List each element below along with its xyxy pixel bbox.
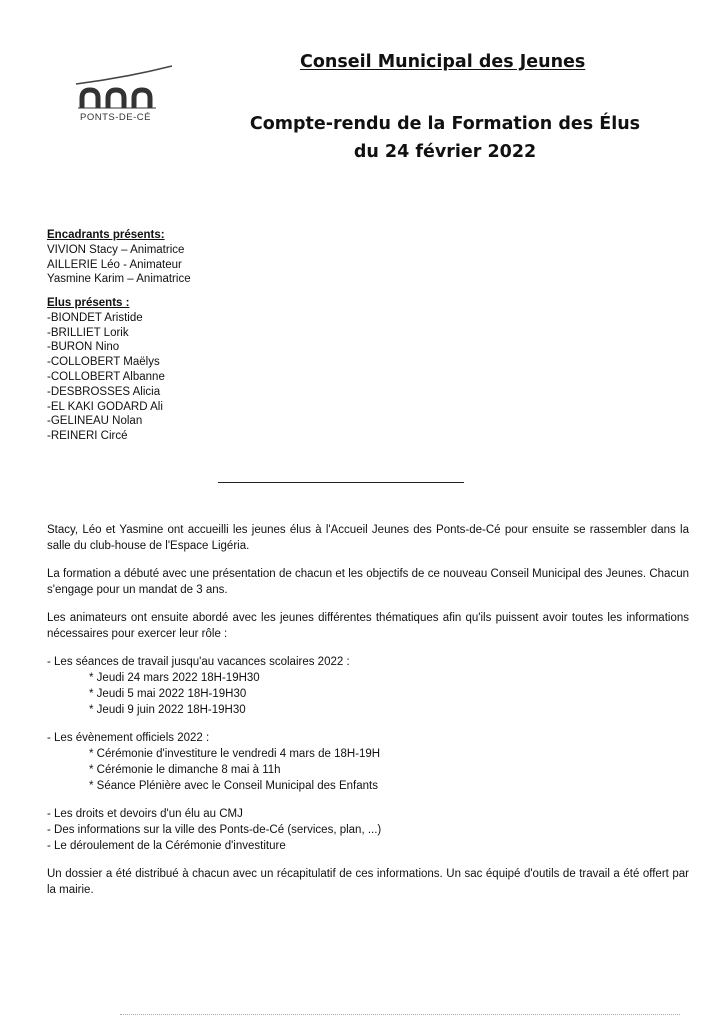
ponts-de-ce-logo-icon xyxy=(74,62,184,112)
list-item: -COLLOBERT Maëlys xyxy=(47,356,160,369)
city-logo xyxy=(74,62,184,128)
paragraph-formation: La formation a débuté avec une présentation de chacun et les objectifs de ce nouveau Conseil Municipal des Jeunes. Chacun s'engage pour un mandat de 3 ans. xyxy=(47,568,689,596)
separator-line xyxy=(218,482,464,483)
paragraph-intro: Stacy, Léo et Yasmine ont accueilli les jeunes élus à l'Accueil Jeunes des Ponts-de-Cé pour ensuite se rassembler dans la salle du club-house de l'Espace Ligéria. xyxy=(47,524,689,552)
report-title-line2: du 24 février 2022 xyxy=(353,142,537,162)
list-item: -EL KAKI GODARD Ali xyxy=(47,400,163,413)
list-item: * Cérémonie d'investiture le vendredi 4 mars de 18H-19H xyxy=(89,748,381,760)
events-title: - Les évènement officiels 2022 : xyxy=(47,732,210,744)
list-item: - Des informations sur la ville des Ponts-de-Cé (services, plan, ...) xyxy=(47,824,382,836)
list-item: Yasmine Karim – Animatrice xyxy=(47,273,191,286)
elus-section xyxy=(47,296,165,444)
report-title-line1: Compte-rendu de la Formation des Élus xyxy=(249,114,641,134)
report-body xyxy=(47,522,689,910)
paragraph-themes: Les animateurs ont ensuite abordé avec les jeunes différentes thématiques afin qu'ils puissent avoir toutes les informations nécessaires pour exercer leur rôle : xyxy=(47,612,689,640)
list-item: * Jeudi 5 mai 2022 18H-19H30 xyxy=(89,688,247,700)
footer-rule xyxy=(120,1014,680,1015)
list-item: * Jeudi 9 juin 2022 18H-19H30 xyxy=(89,704,246,716)
report-title xyxy=(230,110,660,166)
list-item: * Cérémonie le dimanche 8 mai à 11h xyxy=(89,764,281,776)
list-item: * Jeudi 24 mars 2022 18H-19H30 xyxy=(89,672,260,684)
encadrants-section xyxy=(47,228,191,287)
elus-heading: Elus présents : xyxy=(47,297,130,309)
list-item: -BRILLIET Lorik xyxy=(47,326,129,339)
topics-list xyxy=(47,806,689,854)
seances-title: - Les séances de travail jusqu'au vacances scolaires 2022 : xyxy=(47,656,350,668)
events-list xyxy=(47,730,689,794)
list-item: * Séance Plénière avec le Conseil Municipal des Enfants xyxy=(89,780,378,792)
list-item: - Le déroulement de la Cérémonie d'investiture xyxy=(47,840,286,852)
list-item: AILLERIE Léo - Animateur xyxy=(47,258,182,271)
list-item: VIVION Stacy – Animatrice xyxy=(47,243,185,256)
seances-list xyxy=(47,654,689,718)
list-item: -GELINEAU Nolan xyxy=(47,415,143,428)
list-item: -BURON Nino xyxy=(47,341,120,354)
page-title: Conseil Municipal des Jeunes xyxy=(300,52,586,72)
list-item: -DESBROSSES Alicia xyxy=(47,385,161,398)
list-item: -COLLOBERT Albanne xyxy=(47,370,165,383)
list-item: - Les droits et devoirs d'un élu au CMJ xyxy=(47,808,243,820)
encadrants-heading: Encadrants présents: xyxy=(47,229,165,241)
logo-text: PONTS-DE-CÉ xyxy=(80,112,151,123)
paragraph-dossier: Un dossier a été distribué à chacun avec un récapitulatif de ces informations. Un sac équipé d'outils de travail a été offert par la mairie. xyxy=(47,868,689,896)
list-item: -BIONDET Aristide xyxy=(47,311,143,324)
list-item: -REINERI Circé xyxy=(47,430,128,443)
